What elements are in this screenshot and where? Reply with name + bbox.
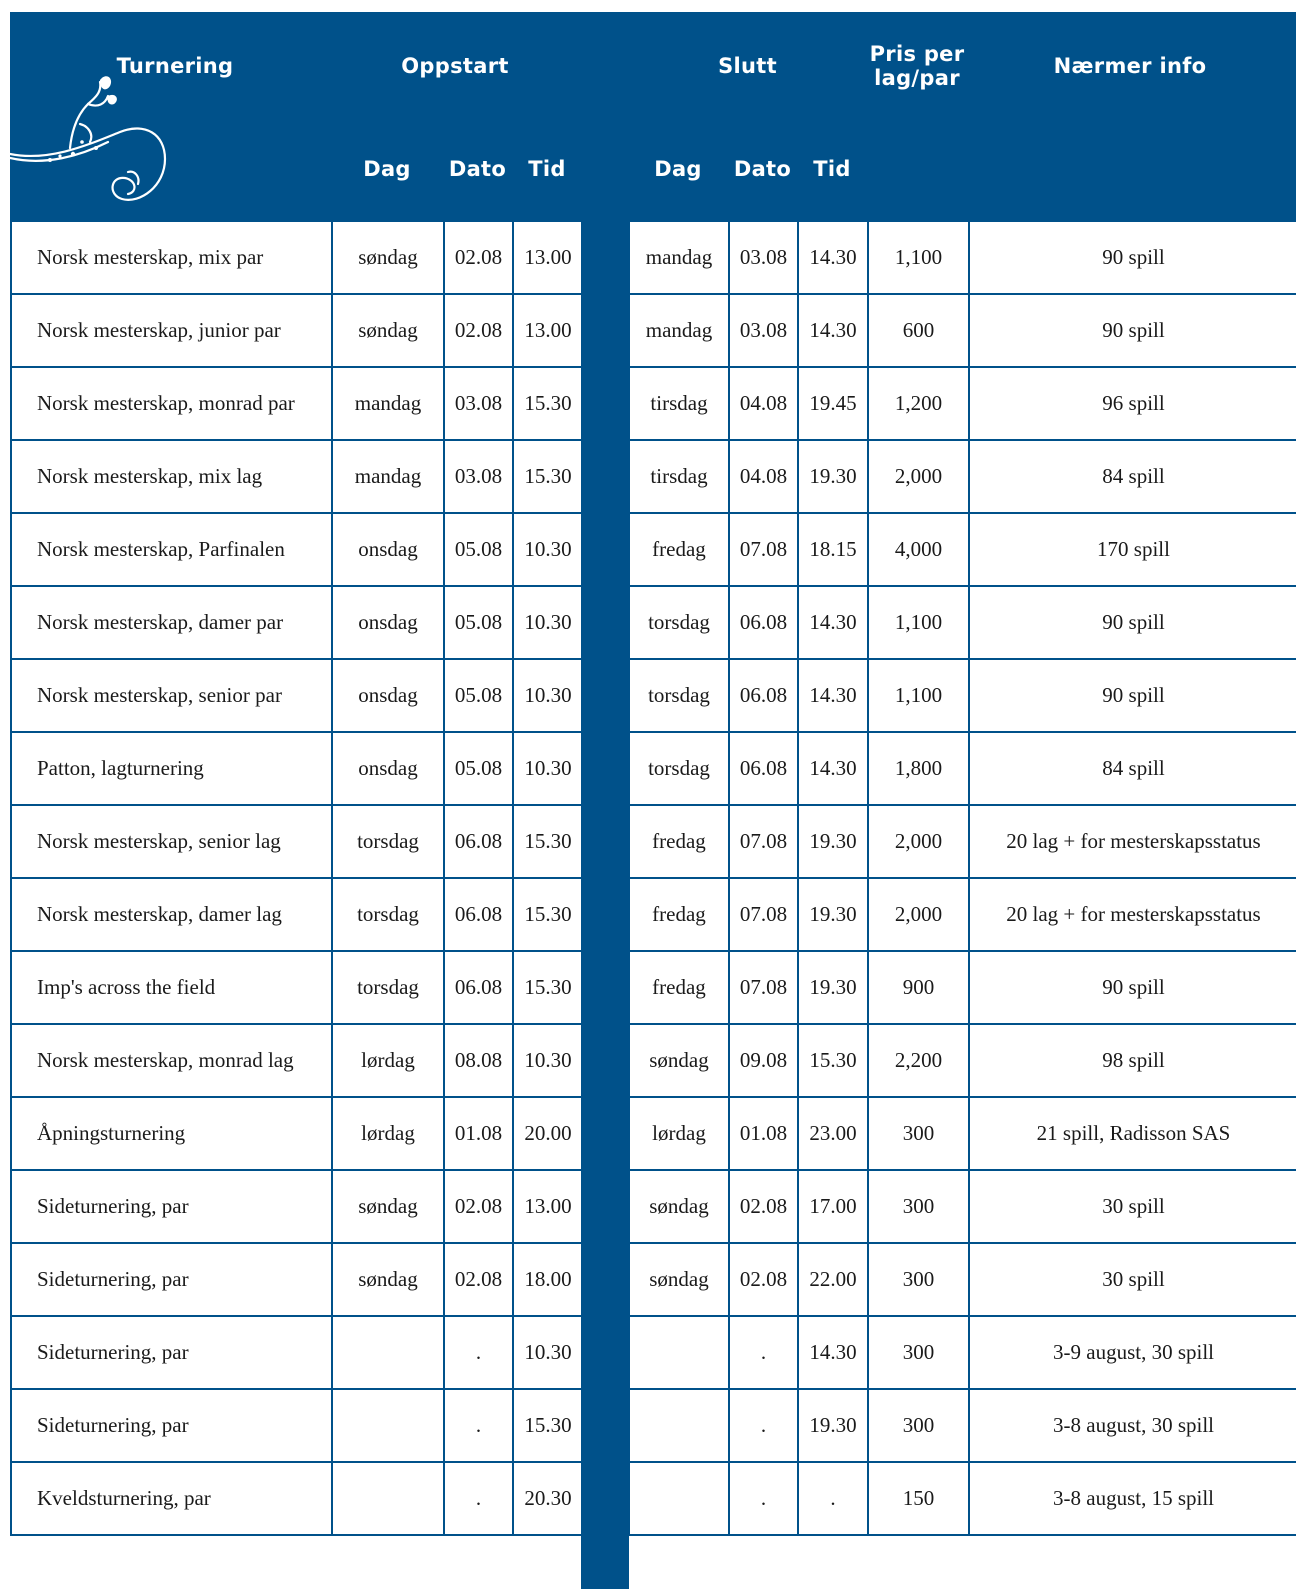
table-row bbox=[11, 367, 583, 440]
end-dato-cell: 02.08 bbox=[729, 1243, 798, 1316]
price-cell: 300 bbox=[868, 1097, 969, 1170]
end-dato-cell: . bbox=[729, 1316, 798, 1389]
header-pris-line1: Pris per bbox=[869, 42, 965, 66]
start-dato-cell: 02.08 bbox=[444, 1170, 513, 1243]
price-cell: 4,000 bbox=[868, 513, 969, 586]
header-end-tid: Tid bbox=[813, 157, 851, 181]
start-tid-cell: 13.00 bbox=[513, 294, 583, 367]
price-cell: 2,200 bbox=[868, 1024, 969, 1097]
start-dato-cell: 05.08 bbox=[444, 659, 513, 732]
price-cell: 300 bbox=[868, 1243, 969, 1316]
price-cell: 2,000 bbox=[868, 440, 969, 513]
start-dag-cell bbox=[332, 1389, 444, 1462]
table-row bbox=[629, 440, 1296, 513]
table-row bbox=[11, 1389, 583, 1462]
end-dato-cell: 02.08 bbox=[729, 1170, 798, 1243]
start-dag-cell: torsdag bbox=[332, 805, 444, 878]
end-dato-cell: 06.08 bbox=[729, 586, 798, 659]
start-dato-cell: . bbox=[444, 1389, 513, 1462]
tournament-name: Norsk mesterskap, junior par bbox=[11, 294, 332, 367]
header-pris-line2: lag/par bbox=[874, 66, 960, 90]
start-dato-cell: . bbox=[444, 1316, 513, 1389]
table-header bbox=[10, 12, 1296, 220]
table-row bbox=[629, 878, 1296, 951]
end-dato-cell: 07.08 bbox=[729, 513, 798, 586]
end-dag-cell: mandag bbox=[629, 221, 729, 294]
start-tid-cell: 15.30 bbox=[513, 1389, 583, 1462]
info-cell: 20 lag + for mesterskapsstatus bbox=[969, 805, 1296, 878]
end-dato-cell: 07.08 bbox=[729, 805, 798, 878]
end-dag-cell: lørdag bbox=[629, 1097, 729, 1170]
price-cell: 1,100 bbox=[868, 221, 969, 294]
end-dato-cell: 06.08 bbox=[729, 659, 798, 732]
info-cell: 3-8 august, 30 spill bbox=[969, 1389, 1296, 1462]
start-tid-cell: 15.30 bbox=[513, 805, 583, 878]
end-tid-cell: 23.00 bbox=[798, 1097, 868, 1170]
header-info: Nærmer info bbox=[1053, 54, 1207, 78]
start-dag-cell: onsdag bbox=[332, 659, 444, 732]
start-tid-cell: 18.00 bbox=[513, 1243, 583, 1316]
end-dag-cell: søndag bbox=[629, 1243, 729, 1316]
table-row bbox=[629, 1389, 1296, 1462]
end-dag-cell: søndag bbox=[629, 1170, 729, 1243]
header-start-tid: Tid bbox=[528, 157, 566, 181]
table-row bbox=[629, 805, 1296, 878]
info-cell: 3-9 august, 30 spill bbox=[969, 1316, 1296, 1389]
end-tid-cell: 19.30 bbox=[798, 878, 868, 951]
table-row bbox=[11, 1024, 583, 1097]
end-dag-cell: fredag bbox=[629, 878, 729, 951]
end-dag-cell: tirsdag bbox=[629, 440, 729, 513]
start-dag-cell: onsdag bbox=[332, 513, 444, 586]
end-dag-cell: søndag bbox=[629, 1024, 729, 1097]
start-tid-cell: 13.00 bbox=[513, 221, 583, 294]
price-cell: 1,200 bbox=[868, 367, 969, 440]
info-cell: 96 spill bbox=[969, 367, 1296, 440]
end-tid-cell: 19.45 bbox=[798, 367, 868, 440]
header-slutt: Slutt bbox=[718, 54, 777, 78]
price-cell: 300 bbox=[868, 1389, 969, 1462]
info-cell: 3-8 august, 15 spill bbox=[969, 1462, 1296, 1535]
tournament-name: Norsk mesterskap, mix lag bbox=[11, 440, 332, 513]
header-start-dato: Dato bbox=[448, 157, 507, 181]
info-cell: 90 spill bbox=[969, 659, 1296, 732]
price-cell: 900 bbox=[868, 951, 969, 1024]
end-tid-cell: 19.30 bbox=[798, 1389, 868, 1462]
start-dato-cell: 05.08 bbox=[444, 586, 513, 659]
start-dag-cell: torsdag bbox=[332, 878, 444, 951]
tournament-name: Sideturnering, par bbox=[11, 1316, 332, 1389]
start-dag-cell: lørdag bbox=[332, 1097, 444, 1170]
table-row bbox=[11, 878, 583, 951]
end-dato-cell: 06.08 bbox=[729, 732, 798, 805]
end-tid-cell: 17.00 bbox=[798, 1170, 868, 1243]
start-dato-cell: 03.08 bbox=[444, 440, 513, 513]
start-dag-cell: onsdag bbox=[332, 586, 444, 659]
price-cell: 2,000 bbox=[868, 878, 969, 951]
tournament-name: Norsk mesterskap, monrad lag bbox=[11, 1024, 332, 1097]
end-dag-cell bbox=[629, 1462, 729, 1535]
start-dag-cell: torsdag bbox=[332, 951, 444, 1024]
start-dato-cell: 02.08 bbox=[444, 1243, 513, 1316]
info-cell: 90 spill bbox=[969, 221, 1296, 294]
end-tid-cell: 14.30 bbox=[798, 221, 868, 294]
start-tid-cell: 10.30 bbox=[513, 513, 583, 586]
end-tid-cell: 14.30 bbox=[798, 659, 868, 732]
start-tid-cell: 20.00 bbox=[513, 1097, 583, 1170]
end-dag-cell: torsdag bbox=[629, 586, 729, 659]
tournament-name: Norsk mesterskap, senior lag bbox=[11, 805, 332, 878]
end-dato-cell: . bbox=[729, 1389, 798, 1462]
tournament-name: Sideturnering, par bbox=[11, 1389, 332, 1462]
end-dag-cell: torsdag bbox=[629, 732, 729, 805]
price-cell: 150 bbox=[868, 1462, 969, 1535]
table-row bbox=[629, 221, 1296, 294]
start-dato-cell: 02.08 bbox=[444, 221, 513, 294]
end-dato-cell: 03.08 bbox=[729, 294, 798, 367]
header-turnering: Turnering bbox=[116, 54, 234, 78]
start-dag-cell: søndag bbox=[332, 221, 444, 294]
header-end-dato: Dato bbox=[733, 157, 792, 181]
header-start-dag: Dag bbox=[363, 157, 411, 181]
end-dato-cell: 03.08 bbox=[729, 221, 798, 294]
start-tid-cell: 20.30 bbox=[513, 1462, 583, 1535]
table-row bbox=[629, 1097, 1296, 1170]
price-cell: 1,800 bbox=[868, 732, 969, 805]
end-dato-cell: 04.08 bbox=[729, 440, 798, 513]
table-row bbox=[629, 732, 1296, 805]
swirl-ornament-icon bbox=[10, 74, 175, 220]
start-dato-cell: 05.08 bbox=[444, 732, 513, 805]
price-cell: 1,100 bbox=[868, 659, 969, 732]
end-dag-cell: fredag bbox=[629, 513, 729, 586]
header-pris bbox=[862, 42, 972, 90]
table-row bbox=[11, 805, 583, 878]
start-tid-cell: 15.30 bbox=[513, 367, 583, 440]
tournament-name: Sideturnering, par bbox=[11, 1243, 332, 1316]
price-cell: 600 bbox=[868, 294, 969, 367]
start-dato-cell: 06.08 bbox=[444, 805, 513, 878]
end-dag-cell: fredag bbox=[629, 805, 729, 878]
end-tid-cell: 14.30 bbox=[798, 1316, 868, 1389]
start-dato-cell: 06.08 bbox=[444, 951, 513, 1024]
table-row bbox=[629, 659, 1296, 732]
info-cell: 90 spill bbox=[969, 586, 1296, 659]
end-dag-cell: mandag bbox=[629, 294, 729, 367]
table-row bbox=[11, 951, 583, 1024]
end-dag-cell: fredag bbox=[629, 951, 729, 1024]
start-dato-cell: 08.08 bbox=[444, 1024, 513, 1097]
tournament-name: Sideturnering, par bbox=[11, 1170, 332, 1243]
info-cell: 170 spill bbox=[969, 513, 1296, 586]
table-row bbox=[11, 1316, 583, 1389]
table-row bbox=[629, 1316, 1296, 1389]
end-dag-cell: tirsdag bbox=[629, 367, 729, 440]
end-tid-cell: 14.30 bbox=[798, 294, 868, 367]
start-tid-cell: 10.30 bbox=[513, 1316, 583, 1389]
table-row bbox=[629, 1243, 1296, 1316]
table-row bbox=[11, 732, 583, 805]
price-cell: 300 bbox=[868, 1316, 969, 1389]
tournament-name: Norsk mesterskap, mix par bbox=[11, 221, 332, 294]
end-tid-cell: 14.30 bbox=[798, 586, 868, 659]
info-cell: 98 spill bbox=[969, 1024, 1296, 1097]
start-tid-cell: 15.30 bbox=[513, 951, 583, 1024]
end-tid-cell: 19.30 bbox=[798, 805, 868, 878]
tournament-name: Norsk mesterskap, damer lag bbox=[11, 878, 332, 951]
tournament-name: Imp's across the field bbox=[11, 951, 332, 1024]
end-tid-cell: 19.30 bbox=[798, 440, 868, 513]
info-cell: 84 spill bbox=[969, 732, 1296, 805]
table-row bbox=[629, 586, 1296, 659]
end-dato-cell: 09.08 bbox=[729, 1024, 798, 1097]
end-tid-cell: 18.15 bbox=[798, 513, 868, 586]
tournament-name: Norsk mesterskap, senior par bbox=[11, 659, 332, 732]
info-cell: 21 spill, Radisson SAS bbox=[969, 1097, 1296, 1170]
end-dato-cell: 07.08 bbox=[729, 878, 798, 951]
table-row bbox=[629, 367, 1296, 440]
table-row bbox=[629, 294, 1296, 367]
start-dag-cell: søndag bbox=[332, 294, 444, 367]
info-cell: 84 spill bbox=[969, 440, 1296, 513]
start-tid-cell: 10.30 bbox=[513, 659, 583, 732]
start-dag-cell bbox=[332, 1316, 444, 1389]
tournament-name: Norsk mesterskap, damer par bbox=[11, 586, 332, 659]
info-cell: 20 lag + for mesterskapsstatus bbox=[969, 878, 1296, 951]
end-tid-cell: 14.30 bbox=[798, 732, 868, 805]
table-row bbox=[629, 1024, 1296, 1097]
table-row bbox=[11, 586, 583, 659]
info-cell: 90 spill bbox=[969, 951, 1296, 1024]
start-dag-cell: søndag bbox=[332, 1170, 444, 1243]
price-cell: 1,100 bbox=[868, 586, 969, 659]
start-tid-cell: 10.30 bbox=[513, 732, 583, 805]
end-tid-cell: 19.30 bbox=[798, 951, 868, 1024]
end-tid-cell: 15.30 bbox=[798, 1024, 868, 1097]
price-cell: 300 bbox=[868, 1170, 969, 1243]
start-dag-cell bbox=[332, 1462, 444, 1535]
table-row bbox=[629, 513, 1296, 586]
start-dag-cell: mandag bbox=[332, 367, 444, 440]
table-row bbox=[11, 1462, 583, 1535]
info-cell: 90 spill bbox=[969, 294, 1296, 367]
column-divider bbox=[581, 220, 629, 1589]
header-oppstart: Oppstart bbox=[401, 54, 509, 78]
table-row bbox=[11, 221, 583, 294]
start-table bbox=[10, 220, 584, 1536]
tournament-name: Patton, lagturnering bbox=[11, 732, 332, 805]
header-end-dag: Dag bbox=[654, 157, 702, 181]
start-dag-cell: mandag bbox=[332, 440, 444, 513]
start-dato-cell: 02.08 bbox=[444, 294, 513, 367]
start-dag-cell: onsdag bbox=[332, 732, 444, 805]
end-dato-cell: 01.08 bbox=[729, 1097, 798, 1170]
price-cell: 2,000 bbox=[868, 805, 969, 878]
tournament-name: Åpningsturnering bbox=[11, 1097, 332, 1170]
end-dag-cell bbox=[629, 1316, 729, 1389]
start-tid-cell: 13.00 bbox=[513, 1170, 583, 1243]
start-tid-cell: 10.30 bbox=[513, 1024, 583, 1097]
end-dato-cell: 04.08 bbox=[729, 367, 798, 440]
end-dato-cell: . bbox=[729, 1462, 798, 1535]
end-dag-cell bbox=[629, 1389, 729, 1462]
start-dato-cell: 05.08 bbox=[444, 513, 513, 586]
table-row bbox=[11, 1243, 583, 1316]
start-dag-cell: lørdag bbox=[332, 1024, 444, 1097]
end-tid-cell: . bbox=[798, 1462, 868, 1535]
start-dato-cell: 06.08 bbox=[444, 878, 513, 951]
table-row bbox=[11, 513, 583, 586]
start-dato-cell: 01.08 bbox=[444, 1097, 513, 1170]
end-tid-cell: 22.00 bbox=[798, 1243, 868, 1316]
start-dato-cell: 03.08 bbox=[444, 367, 513, 440]
tournament-name: Norsk mesterskap, Parfinalen bbox=[11, 513, 332, 586]
table-row bbox=[629, 1462, 1296, 1535]
table-row bbox=[629, 951, 1296, 1024]
table-row bbox=[11, 659, 583, 732]
table-row bbox=[11, 1170, 583, 1243]
table-row bbox=[11, 1097, 583, 1170]
table-row bbox=[11, 440, 583, 513]
end-table bbox=[628, 220, 1296, 1536]
start-dato-cell: . bbox=[444, 1462, 513, 1535]
table-row bbox=[11, 294, 583, 367]
end-dato-cell: 07.08 bbox=[729, 951, 798, 1024]
tournament-schedule bbox=[10, 12, 1296, 1589]
start-dag-cell: søndag bbox=[332, 1243, 444, 1316]
start-tid-cell: 15.30 bbox=[513, 878, 583, 951]
info-cell: 30 spill bbox=[969, 1170, 1296, 1243]
start-tid-cell: 15.30 bbox=[513, 440, 583, 513]
end-dag-cell: torsdag bbox=[629, 659, 729, 732]
info-cell: 30 spill bbox=[969, 1243, 1296, 1316]
tournament-name: Kveldsturnering, par bbox=[11, 1462, 332, 1535]
table-row bbox=[629, 1170, 1296, 1243]
start-tid-cell: 10.30 bbox=[513, 586, 583, 659]
tournament-name: Norsk mesterskap, monrad par bbox=[11, 367, 332, 440]
